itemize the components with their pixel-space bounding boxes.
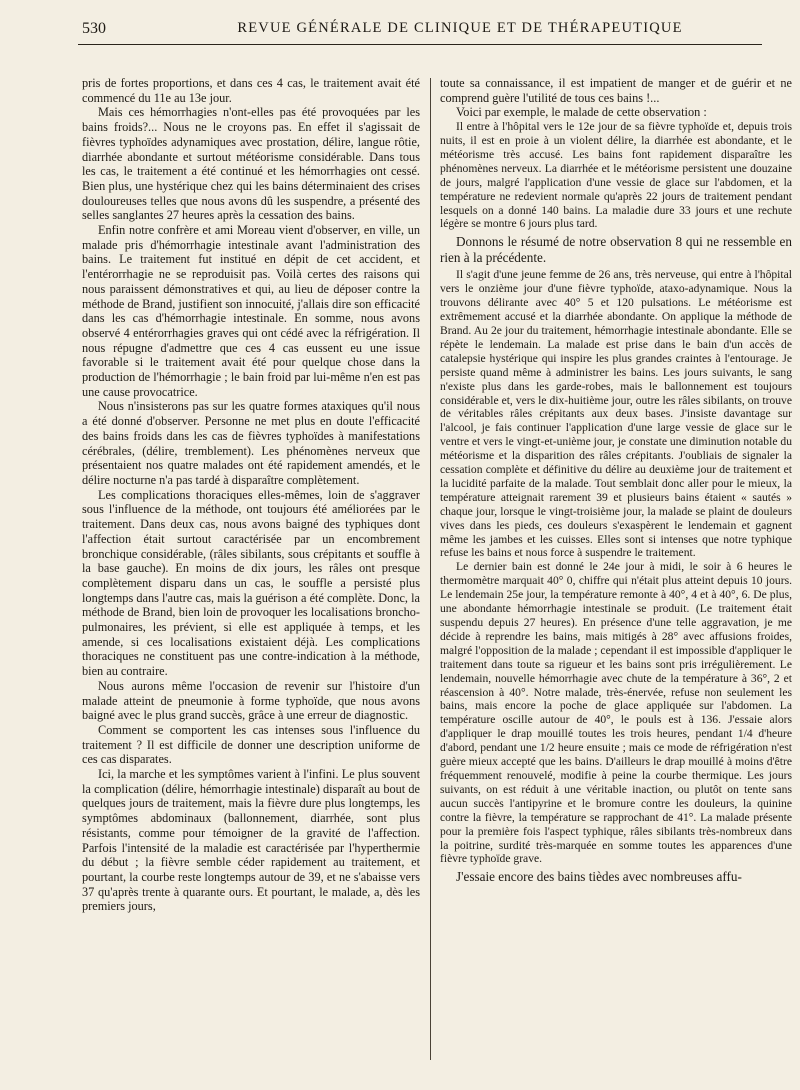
paragraph: pris de fortes proportions, et dans ces 4 cas, le traitement avait été commencé du 11e au 13e jour. (82, 76, 420, 105)
right-column (440, 76, 792, 1078)
case-note: Le dernier bain est donné le 24e jour à midi, le soir à 6 heures le thermomètre marquait 40° 0, chiffre qui n'était plus atteint depuis 10 jours. Le lendemain 25e jour, la température remonte à 40°, 4 et à 40°, 6. De plus, une abondante hémorrhagie intestinale se produit. (Le traitement était suspendu depuis 27 heures). En présence d'une telle aggravation, je me décide à reprendre les bains, mais mitigés à 28° avec affusions froides, malgré l'opposition de la malade ; cependant il est impossible d'appliquer le traitement dans toute sa rigueur et les bains sont pris irrégulièrement. Le lendemain, nouvelle hémorrhagie avec chute de la température à 36°, 2 et réascension à 40°. Notre malade, très-énervée, refuse non seulement les bains, mais encore la poche de glace appliquée sur l'abdomen. La température oscille autour de 40°, le pouls est à 136. J'essaie alors d'appliquer le drap mouillé toutes les trois heures, pendant 1/4 d'heure d'abord, pendant une 1/2 heure ensuite ; mais ce mode de réfrigération n'est guère mieux accepté que les bains. D'ailleurs le drap mouillé à moins d'être fréquemment renouvelé, modifie à peine la courbe thermique. Les jours suivants, on est réduit à une véritable inaction, ou plutôt on tente sans aucun succès l'antipyrine et le bromure contre les douleurs, la quinine contre la fièvre, la température se rapprochant de 41°. La malade présente pour la première fois l'aspect typhique, râles sibilants très-nombreux dans la poitrine, surdité très-marquée en somme toutes les apparences d'une fièvre typhoïde grave. (440, 560, 792, 866)
paragraph: Ici, la marche et les symptômes varient à l'infini. Le plus souvent la complication (délire, hémorrhagie intestinale) disparaît au bout de quelques jours de traitement, mais la fièvre dure plus longtemps, les symptômes abdominaux (ballonnement, diarrhée, sont plus résistants, comme pour témoigner de la gravité de l'affection. Parfois l'intensité de la maladie est caractérisée par l'hyperthermie du début ; la fièvre semble céder rapidement au traitement, et pourtant, la courbe reste longtemps autour de 39, et ne s'abaisse vers 37 qu'après trente à quarante ours. Et pourtant, le malade, a, dès les premiers jours, (82, 767, 420, 914)
column-divider (430, 78, 431, 1060)
paragraph: Donnons le résumé de notre observation 8 qui ne ressemble en rien à la précédente. (440, 234, 792, 266)
paragraph: Voici par exemple, le malade de cette observation : (456, 105, 707, 120)
paragraph: J'essaie encore des bains tièdes avec nombreuses affu- (456, 869, 742, 885)
running-title: REVUE GÉNÉRALE DE CLINIQUE ET DE THÉRAPEUTIQUE (237, 20, 683, 36)
paragraph: toute sa connaissance, il est impatient de manger et de guérir et ne comprend guère l'utilité de tous ces bains !... (440, 76, 792, 105)
case-note: Il s'agit d'une jeune femme de 26 ans, très nerveuse, qui entre à l'hôpital vers le onzième jour d'une fièvre typhoïde, ataxo-adynamique. Nous la trouvons délirante avec 40° 5 et 120 pulsations. Le météorisme est extrêmement accusé et la diarrhée abondante. On applique la méthode de Brand. Au 2e jour du traitement, hémorrhagie intestinale abondante. Elle se répète le lendemain. La malade est prise dans le bain d'un accès de catalepsie hystérique qui inspire les plus grandes craintes à l'entourage. Je persiste quand même à administrer les bains. Les jours suivants, le sang n'existe plus dans les garde-robes, mais le ballonnement est toujours considérable et, vers le dix-huitième jour, outre les râles sibilants, on trouve de véritables râles crépitants aux deux bases. J'insiste davantage sur l'alcool, je fais continuer l'application d'une large vessie de glace sur le ventre et vers le vingt-et-unième jour, je constate une diminution notable du météorisme et la disparition des râles crépitants. J'oubliais de signaler la cessation complète et définitive du délire au deuxième jour de traitement et la lucidité parfaite de la malade. Tout semblait donc aller pour le mieux, la température atteignait rarement 39 et plusieurs bains étaient « sautés » chaque jour, lorsque le vingt-troisième jour, la malade se plaint de douleurs vives dans les pieds, ces douleurs s'exaspèrent le lendemain et gagnent même les jambes et les cuisses. Elles sont si intenses que notre typhique refuse les bains et nous force à suspendre le traitement. (440, 268, 792, 560)
header-rule (78, 44, 762, 45)
left-column (82, 76, 420, 1078)
paragraph: Mais ces hémorrhagies n'ont-elles pas été provoquées par les bains froids?... Nous ne le croyons pas. En effet il s'agissait de fièvres typhoïdes adynamiques avec prostation, délire, langue rôtie, diarrhée abondante et surtout météorisme considérable. Dans tous les cas, le traitement a été continué et les hémorrhagies ont cessé. Bien plus, une hystérique chez qui les bains déterminaient des crises douloureuses telles que nous avons dû les suspendre, a présenté des selles sanglantes 27 heures après la cessation des bains. (82, 105, 420, 223)
case-note: Il entre à l'hôpital vers le 12e jour de sa fièvre typhoïde et, depuis trois nuits, il est en proie à un violent délire, la diarrhée est abondante, et le météorisme très accusé. Les bains font rapidement disparaître les phénomènes nerveux. La diarrhée et le météorisme persistent une douzaine de jours, malgré l'application d'une vessie de glace sur l'abdomen, et la température ne redevient normale qu'après 22 jours de traitement pendant lesquels on a donné 140 bains. La maladie dure 33 jours et une rechute légère se montre 6 jours plus tard. (440, 120, 792, 231)
page-header (70, 20, 760, 40)
paragraph: Enfin notre confrère et ami Moreau vient d'observer, en ville, un malade pris d'hémorrhagie intestinale avant l'administration des bains. Le traitement fut institué en dépit de cet accident, et l'entérorrhagie ne se reproduisit pas. Voilà certes des raisons qui nous paraissent démonstratives et qui, au lieu de déposer contre la méthode de Brand, justifient son innocuité, j'allais dire son efficacité dans les cas d'hémorrhagie intestinale. En somme, nous avons observé 4 entérorrhagies graves qui ont cédé avec la réfrigération. Il nous répugne d'admettre que ces 4 cas eussent eu une issue favorable si le traitement avait été pour quelque chose dans la production de l'hémorrhagie ; le bain froid par lui-même n'en est pas une cause provocatrice. (82, 223, 420, 399)
paragraph: Les complications thoraciques elles-mêmes, loin de s'aggraver sous l'influence de la méthode, ont toujours été améliorées par le traitement. Dans deux cas, nous avons baigné des typhiques dont l'affection était surtout caractérisée par un encombrement bronchique considérable, (râles sibilants, sous crépitants et souffle à la base gauche). En moins de dix jours, les râles ont presque complètement disparu dans un cas, le souffle a persisté plus longtemps dans l'autre cas, mais la guérison a été complète. Donc, la méthode de Brand, bien loin de provoquer les localisations broncho-pulmonaires, les prévient, si elle est appliquée à temps, et les amende, si ces localisations existaient déjà. Les complications thoraciques ne constituent pas une contre-indication à la méthode, bien au contraire. (82, 487, 420, 679)
page-number: 530 (82, 20, 106, 37)
paragraph: Nous n'insisterons pas sur les quatre formes ataxiques qu'il nous a été donné d'observer. Personne ne met plus en doute l'efficacité des bains froids dans les cas de fièvres typhoïdes à manifestations cérébrales, (délire, tremblement). Les phénomènes nerveux que présentaient nos quatre malades ont été rapidement amendés, et le délire nocturne n'a pas tardé à disparaître complètement. (82, 399, 420, 487)
paragraph: Comment se comportent les cas intenses sous l'influence du traitement ? Il est difficile de donner une description uniforme de ces cas disparates. (82, 722, 420, 767)
paragraph: Nous aurons même l'occasion de revenir sur l'histoire d'un malade atteint de pneumonie à forme typhoïde, que nous avons baigné avec le plus grand succès, grâce à une erreur de diagnostic. (82, 678, 420, 723)
